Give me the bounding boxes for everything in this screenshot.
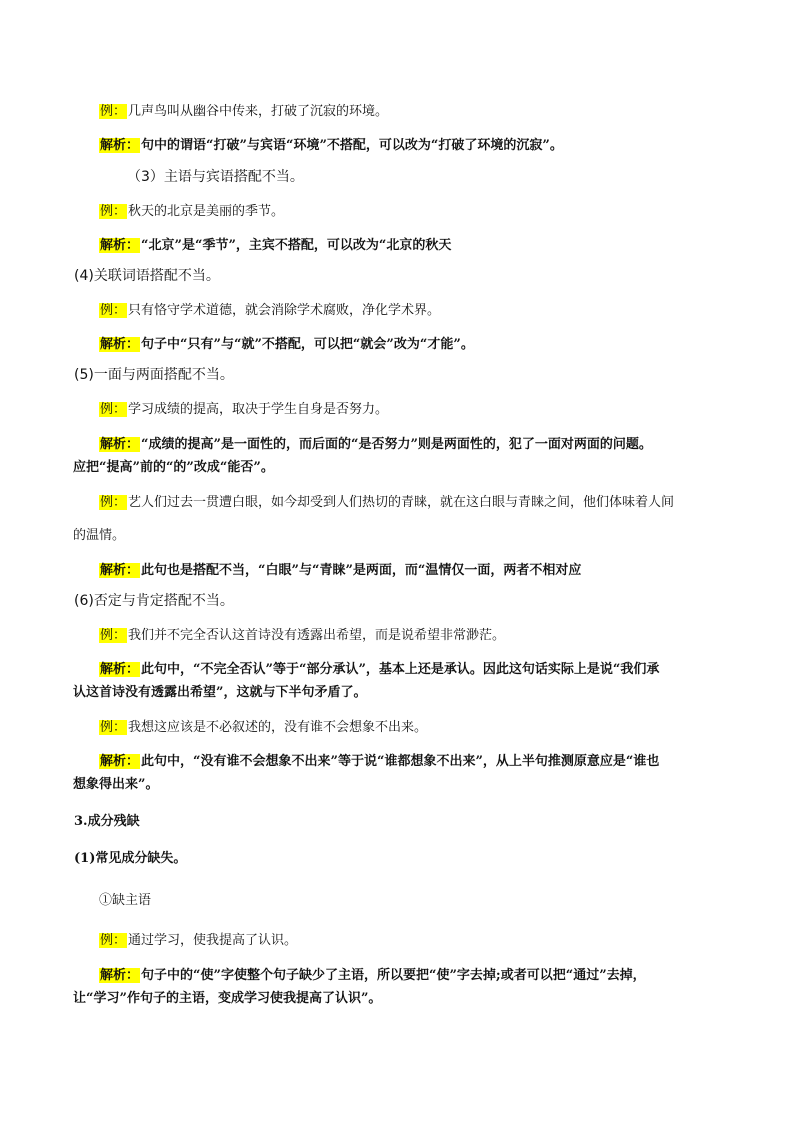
example-text: 几声鸟叫从幽谷中传来，打破了沉寂的环境。 [128, 104, 389, 119]
subsection-heading: (1)常见成分缺失。 [74, 851, 187, 866]
example-text: 艺人们过去一贯遭白眼，如今却受到人们热切的青睐，就在这白眼与青睐之间，他们体味着人间 [128, 495, 675, 510]
example-text: 我想这应该是不必叙述的，没有谁不会想象不出来。 [128, 720, 428, 735]
example-tag: 例： [100, 628, 127, 643]
example-text: 通过学习，使我提高了认识。 [128, 933, 298, 948]
analysis-line [99, 562, 729, 580]
example-line [99, 401, 729, 419]
analysis-continuation: 应把“提高”前的“的”改成“能否”。 [73, 460, 274, 475]
analysis-line [99, 237, 729, 255]
analysis-text: “北京”是“季节”，主宾不搭配，可以改为“北京的秋天 [141, 238, 452, 253]
example-text: 学习成绩的提高，取决于学生自身是否努力。 [128, 402, 389, 417]
analysis-text: “成绩的提高”是一面性的，而后面的“是否努力”则是两面性的，犯了一面对两面的问题。 [141, 437, 652, 452]
analysis-continuation: 让“学习”作句子的主语，变成学习使我提高了认识”。 [73, 991, 382, 1006]
example-line [99, 719, 729, 737]
analysis-continuation: 认这首诗没有透露出希望”，这就与下半句矛盾了。 [73, 685, 367, 700]
example-line [99, 302, 729, 320]
example-tag: 例： [100, 204, 127, 219]
analysis-tag: 解析： [100, 138, 140, 153]
example-line [99, 203, 729, 221]
analysis-line [99, 137, 729, 155]
section-heading: (6)否定与肯定搭配不当。 [74, 593, 234, 609]
analysis-text: 句中的谓语“打破”与宾语“环境”不搭配，可以改为“打破了环境的沉寂”。 [141, 138, 563, 153]
example-tag: 例： [100, 933, 127, 948]
section-heading: （3）主语与宾语搭配不当。 [127, 169, 304, 185]
analysis-line [99, 661, 729, 679]
analysis-text: 此句中，“没有谁不会想象不出来”等于说“谁都想象不出来”，从上半句推测原意应是“谁也 [141, 754, 660, 769]
analysis-tag: 解析： [100, 662, 140, 677]
analysis-text: 句子中“只有”与“就”不搭配，可以把“就会”改为“才能”。 [141, 337, 474, 352]
example-line [99, 494, 729, 512]
section-heading: 3.成分残缺 [74, 814, 140, 829]
example-tag: 例： [100, 720, 127, 735]
example-line [99, 103, 729, 121]
section-heading: (5)一面与两面搭配不当。 [74, 367, 234, 383]
example-tag: 例： [100, 303, 127, 318]
example-line [99, 627, 729, 645]
example-text: 我们并不完全否认这首诗没有透露出希望，而是说希望非常渺茫。 [128, 628, 506, 643]
analysis-tag: 解析： [100, 437, 140, 452]
example-line [99, 932, 729, 950]
analysis-text: 此句也是搭配不当，“白眼”与“青睐”是两面，而“温情仅一面，两者不相对应 [141, 563, 582, 578]
section-heading: (4)关联词语搭配不当。 [74, 268, 220, 284]
analysis-line [99, 967, 729, 985]
analysis-tag: 解析： [100, 968, 140, 983]
sub-item-heading: ①缺主语 [99, 893, 152, 908]
example-tag: 例： [100, 402, 127, 417]
example-tag: 例： [100, 104, 127, 119]
analysis-tag: 解析： [100, 563, 140, 578]
analysis-line [99, 436, 729, 454]
example-text: 只有恪守学术道德，就会消除学术腐败，净化学术界。 [128, 303, 441, 318]
analysis-line [99, 336, 729, 354]
example-text: 秋天的北京是美丽的季节。 [128, 204, 285, 219]
analysis-tag: 解析： [100, 754, 140, 769]
example-continuation: 的温情。 [73, 528, 126, 543]
analysis-continuation: 想象得出来”。 [73, 777, 159, 792]
analysis-text: 此句中，“不完全否认”等于“部分承认”，基本上还是承认。因此这句话实际上是说“我们承 [141, 662, 660, 677]
analysis-tag: 解析： [100, 238, 140, 253]
example-tag: 例： [100, 495, 127, 510]
analysis-line [99, 753, 729, 771]
analysis-tag: 解析： [100, 337, 140, 352]
analysis-text: 句子中的“使”字使整个句子缺少了主语，所以要把“使”字去掉;或者可以把“通过”去掉， [141, 968, 646, 983]
